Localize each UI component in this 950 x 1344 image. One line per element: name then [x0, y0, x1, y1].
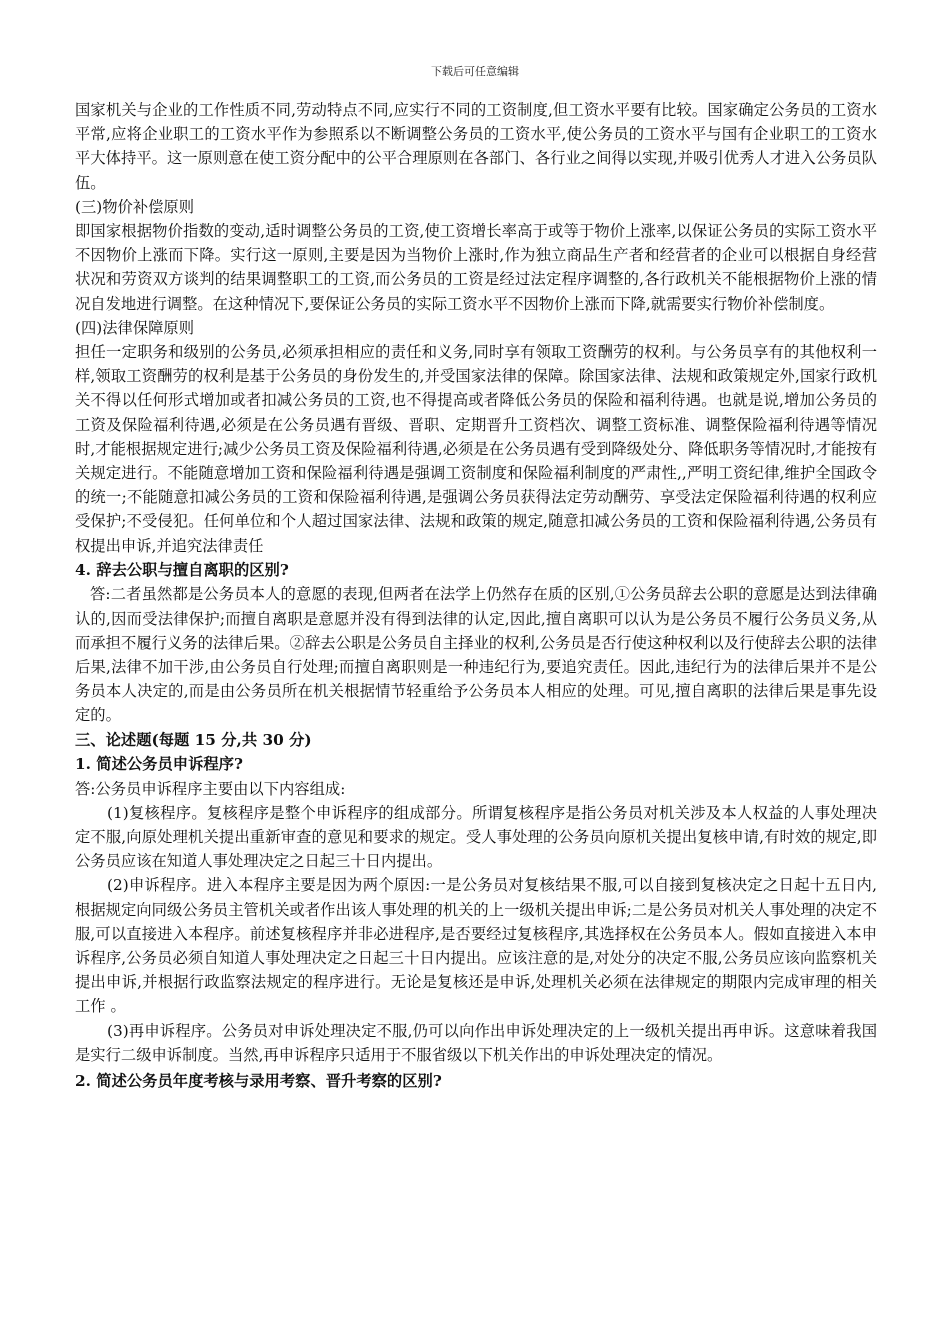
answer-1-appeal-procedure: (2)申诉程序。进入本程序主要是因为两个原因:一是公务员对复核结果不服,可以自接到复核决定之日起十五日内,根据规定向同级公务员主管机关或者作出该人事处理的机关的上一级机关提出申诉;二是公务员对机关人事处理的决定不服,可以直接进入本程序。前述复核程序并非必进程序,是否要经过复核程序,其选择权在公务员本人。假如直接进入本申诉程序,公务员必须自知道人事处理决定之日起三十日内提出。应该注意的是,对处分的决定不服,公务员应该向监察机关提出申诉,并根据行政监察法规定的程序进行。无论是复核还是申诉,处理机关必须在法律规定的期限内完成审理的相关工作 。: [75, 876, 877, 1016]
page-header-note: 下载后可任意编辑: [431, 65, 519, 78]
answer-1-reappeal-procedure: (3)再申诉程序。公务员对申诉处理决定不服,仍可以向作出申诉处理决定的上一级机关提出再申诉。这意味着我国是实行二级申诉制度。当然,再申诉程序只适用于不服省级以下机关作出的申诉处理决定的情况。: [75, 1021, 877, 1064]
paragraph-wage-comparison: 国家机关与企业的工作性质不同,劳动特点不同,应实行不同的工资制度,但工资水平要有比较。国家确定公务员的工资水平常,应将企业职工的工资水平作为参照系以不断调整公务员的工资水平,使公务员的工资水平与国有企业职工的工资水平大体持平。这一原则意在使工资分配中的公平合理原则在各部门、各行业之间得以实现,并吸引优秀人才进入公务员队伍。: [75, 101, 877, 192]
essay-question-1-heading: 1. 简述公务员申诉程序?: [75, 755, 243, 774]
answer-1-review-procedure: (1)复核程序。复核程序是整个申诉程序的组成部分。所谓复核程序是指公务员对机关涉及本人权益的人事处理决定不服,向原处理机关提出重新审查的意见和要求的规定。受人事处理的公务员向原机关提出复核申请,有时效的规定,即公务员应该在知道人事处理决定之日起三十日内提出。: [75, 803, 877, 871]
heading-price-compensation: (三)物价补偿原则: [75, 197, 195, 216]
paragraph-price-compensation: 即国家根据物价指数的变动,适时调整公务员的工资,使工资增长率高于或等于物价上涨率,以保证公务员的实际工资水平不因物价上涨而下降。实行这一原则,主要是因为当物价上涨时,作为独立商品生产者和经营者的企业可以根据自身经营状况和劳资双方谈判的结果调整职工的工资,而公务员的工资是经过法定程序调整的,各行政机关不能根据物价上涨的情况自发地进行调整。在这种情况下,要保证公务员的实际工资水平不因物价上涨而下降,就需要实行物价补偿制度。: [75, 222, 877, 313]
section-3-heading: 三、论述题(每题 15 分,共 30 分): [75, 730, 312, 749]
document-body: [75, 98, 877, 1094]
answer-4: 答:二者虽然都是公务员本人的意愿的表现,但两者在法学上仍然存在质的区别,①公务员辞去公职的意愿是达到法律确认的,因而受法律保护;而擅自离职是意愿并没有得到法律的认定,因此,擅自离职可以认为是公务员不履行公务员义务,从而承担不履行义务的法律后果。②辞去公职是公务员自主择业的权利,公务员是否行使这种权利以及行使辞去公职的法律后果,法律不加干涉,由公务员自行处理;而擅自离职则是一种违纪行为,要追究责任。因此,违纪行为的法律后果并不是公务员本人决定的,而是由公务员所在机关根据情节轻重给予公务员本人相应的处理。可见,擅自离职的法律后果是事先设定的。: [75, 585, 877, 725]
essay-question-2-heading: 2. 简述公务员年度考核与录用考察、晋升考察的区别?: [75, 1072, 442, 1091]
heading-legal-guarantee: (四)法律保障原则: [75, 318, 195, 337]
paragraph-legal-guarantee: 担任一定职务和级别的公务员,必须承担相应的责任和义务,同时享有领取工资酬劳的权利。与公务员享有的其他权利一样,领取工资酬劳的权利是基于公务员的身份发生的,并受国家法律的保障。除国家法律、法规和政策规定外,国家行政机关不得以任何形式增加或者扣减公务员的工资,也不得提高或者降低公务员的保险和福利待遇。也就是说,增加公务员的工资及保险福利待遇,必须是在公务员遇有晋级、晋职、定期晋升工资档次、调整工资标准、调整保险福利待遇等情况时,才能根据规定进行;减少公务员工资及保险福利待遇,必须是在公务员遇有受到降级处分、降低职务等情况时,才能按有关规定进行。不能随意增加工资和保险福利待遇是强调工资制度和保险福利制度的严肃性,,严明工资纪律,维护全国政令的统一;不能随意扣减公务员的工资和保险福利待遇,是强调公务员获得法定劳动酬劳、享受法定保险福利待遇的权利应受保护;不受侵犯。任何单位和个人超过国家法律、法规和政策的规定,随意扣减公务员的工资和保险福利待遇,公务员有权提出申诉,并追究法律责任: [75, 343, 877, 555]
answer-1-intro: 答:公务员申诉程序主要由以下内容组成:: [75, 779, 346, 798]
question-4-heading: 4. 辞去公职与擅自离职的区别?: [75, 560, 289, 579]
